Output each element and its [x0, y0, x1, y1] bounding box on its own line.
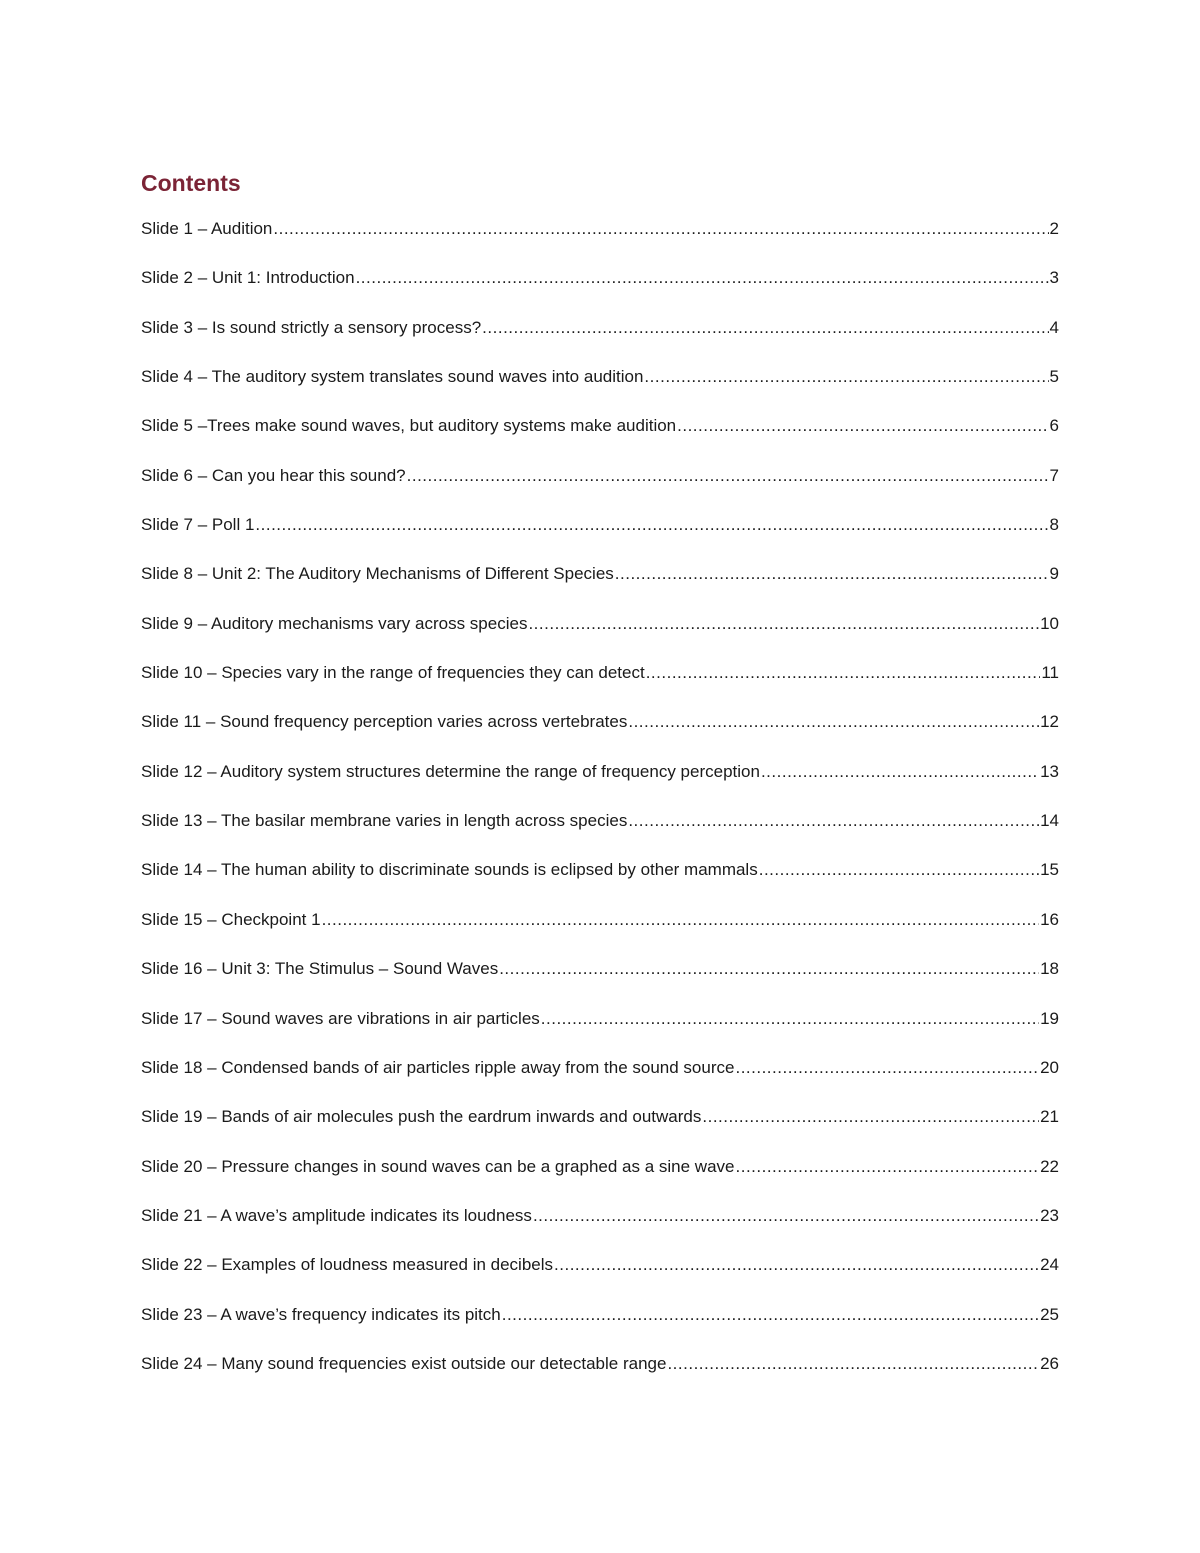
- toc-entry-page-number[interactable]: 6: [1049, 416, 1059, 436]
- toc-dot-leader: [255, 511, 1048, 539]
- toc-entry[interactable]: [141, 1251, 1059, 1300]
- toc-entry-page-number[interactable]: 5: [1049, 367, 1059, 387]
- toc-dot-leader: [615, 560, 1049, 588]
- toc-entry-title[interactable]: Slide 5 –Trees make sound waves, but auditory systems make audition: [141, 416, 677, 436]
- toc-entry[interactable]: [141, 1054, 1059, 1103]
- toc-entry-title[interactable]: Slide 10 – Species vary in the range of frequencies they can detect: [141, 663, 645, 683]
- toc-entry-title[interactable]: Slide 4 – The auditory system translates sound waves into audition: [141, 367, 644, 387]
- toc-entry[interactable]: [141, 610, 1059, 659]
- toc-dot-leader: [628, 708, 1039, 736]
- toc-entry[interactable]: [141, 363, 1059, 412]
- toc-entry-page-number[interactable]: 26: [1040, 1353, 1059, 1373]
- toc-entry[interactable]: [141, 906, 1059, 955]
- toc-dot-leader: [702, 1103, 1039, 1131]
- toc-entry-title[interactable]: Slide 13 – The basilar membrane varies in length across species: [141, 811, 628, 831]
- toc-entry-title[interactable]: Slide 12 – Auditory system structures determine the range of frequency perception: [141, 761, 760, 781]
- toc-entry-title[interactable]: Slide 1 – Audition: [141, 219, 273, 238]
- toc-dot-leader: [628, 807, 1039, 835]
- toc-entry-title[interactable]: Slide 18 – Condensed bands of air particles ripple away from the sound source: [141, 1057, 735, 1077]
- toc-dot-leader: [761, 758, 1039, 786]
- toc-entry-title[interactable]: Slide 24 – Many sound frequencies exist outside our detectable range: [141, 1353, 667, 1373]
- toc-entry[interactable]: [141, 560, 1059, 609]
- toc-entry-title[interactable]: Slide 7 – Poll 1: [141, 515, 255, 535]
- toc-dot-leader: [407, 462, 1049, 490]
- toc-entry-page-number[interactable]: 14: [1040, 811, 1059, 831]
- toc-entry-title[interactable]: Slide 6 – Can you hear this sound?: [141, 465, 406, 485]
- toc-dot-leader: [646, 659, 1041, 687]
- toc-entry-title[interactable]: Slide 14 – The human ability to discriminate sounds is eclipsed by other mammals: [141, 860, 758, 880]
- toc-entry[interactable]: [141, 659, 1059, 708]
- toc-entry[interactable]: [141, 1153, 1059, 1202]
- toc-dot-leader: [502, 1301, 1039, 1329]
- toc-entry-title[interactable]: Slide 2 – Unit 1: Introduction: [141, 268, 355, 288]
- toc-entry-page-number[interactable]: 10: [1040, 613, 1059, 633]
- toc-entry-page-number[interactable]: 15: [1040, 860, 1059, 880]
- toc-entry-page-number[interactable]: 16: [1040, 909, 1059, 929]
- toc-entry-page-number[interactable]: 2: [1049, 219, 1059, 238]
- toc-entry[interactable]: [141, 1005, 1059, 1054]
- toc-dot-leader: [677, 412, 1048, 440]
- toc-entry-page-number[interactable]: 9: [1049, 564, 1059, 584]
- toc-entry-page-number[interactable]: 8: [1049, 515, 1059, 535]
- toc-entry[interactable]: [141, 856, 1059, 905]
- toc-entry-title[interactable]: Slide 22 – Examples of loudness measured in decibels: [141, 1255, 554, 1275]
- toc-entry[interactable]: [141, 1301, 1059, 1350]
- toc-entry[interactable]: [141, 758, 1059, 807]
- toc-entry-page-number[interactable]: 13: [1040, 761, 1059, 781]
- toc-entry-page-number[interactable]: 4: [1049, 317, 1059, 337]
- toc-dot-leader: [499, 955, 1039, 983]
- toc-dot-leader: [735, 1054, 1039, 1082]
- toc-entry-title[interactable]: Slide 9 – Auditory mechanisms vary across species: [141, 613, 528, 633]
- toc-heading: Contents: [141, 170, 241, 196]
- toc-entry[interactable]: [141, 511, 1059, 560]
- toc-entry[interactable]: [141, 807, 1059, 856]
- toc-dot-leader: [667, 1350, 1039, 1378]
- toc-entry-page-number[interactable]: 25: [1040, 1304, 1059, 1324]
- toc-entry-page-number[interactable]: 18: [1040, 959, 1059, 979]
- toc-entry-title[interactable]: Slide 3 – Is sound strictly a sensory process?: [141, 317, 482, 337]
- toc-entry-page-number[interactable]: 3: [1049, 268, 1059, 288]
- toc-entry-title[interactable]: Slide 21 – A wave’s amplitude indicates its loudness: [141, 1205, 532, 1225]
- toc-entry[interactable]: [141, 1103, 1059, 1152]
- toc-entry-title[interactable]: Slide 16 – Unit 3: The Stimulus – Sound Waves: [141, 959, 499, 979]
- toc-entry-title[interactable]: Slide 15 – Checkpoint 1: [141, 909, 321, 929]
- toc-dot-leader: [533, 1202, 1039, 1230]
- toc-entry-title[interactable]: Slide 19 – Bands of air molecules push the eardrum inwards and outwards: [141, 1107, 702, 1127]
- toc-entry-title[interactable]: Slide 11 – Sound frequency perception varies across vertebrates: [141, 712, 628, 732]
- toc-entry[interactable]: [141, 1350, 1059, 1399]
- table-of-contents: [141, 215, 1059, 1399]
- toc-entry-page-number[interactable]: 23: [1040, 1205, 1059, 1225]
- toc-entry-page-number[interactable]: 20: [1040, 1057, 1059, 1077]
- toc-dot-leader: [356, 264, 1049, 292]
- toc-entry-title[interactable]: Slide 20 – Pressure changes in sound waves can be a graphed as a sine wave: [141, 1156, 735, 1176]
- toc-dot-leader: [736, 1153, 1040, 1181]
- toc-entry-page-number[interactable]: 21: [1040, 1107, 1059, 1127]
- toc-dot-leader: [273, 215, 1048, 243]
- toc-entry-page-number[interactable]: 24: [1040, 1255, 1059, 1275]
- toc-entry[interactable]: [141, 955, 1059, 1004]
- toc-entry-page-number[interactable]: 11: [1041, 663, 1059, 683]
- toc-dot-leader: [759, 856, 1039, 884]
- toc-entry[interactable]: [141, 215, 1059, 264]
- toc-entry-page-number[interactable]: 12: [1040, 712, 1059, 732]
- toc-entry[interactable]: [141, 462, 1059, 511]
- toc-entry-title[interactable]: Slide 23 – A wave’s frequency indicates its pitch: [141, 1304, 501, 1324]
- toc-dot-leader: [322, 906, 1040, 934]
- toc-dot-leader: [482, 314, 1048, 342]
- toc-entry-title[interactable]: Slide 17 – Sound waves are vibrations in air particles: [141, 1008, 540, 1028]
- toc-entry[interactable]: [141, 412, 1059, 461]
- toc-entry-page-number[interactable]: 22: [1040, 1156, 1059, 1176]
- toc-entry[interactable]: [141, 708, 1059, 757]
- toc-entry[interactable]: [141, 264, 1059, 313]
- toc-entry-page-number[interactable]: 7: [1049, 465, 1059, 485]
- toc-entry[interactable]: [141, 314, 1059, 363]
- toc-dot-leader: [528, 610, 1039, 638]
- toc-entry[interactable]: [141, 1202, 1059, 1251]
- toc-dot-leader: [644, 363, 1048, 391]
- toc-dot-leader: [554, 1251, 1039, 1279]
- toc-entry-title[interactable]: Slide 8 – Unit 2: The Auditory Mechanisms of Different Species: [141, 564, 614, 584]
- toc-entry-page-number[interactable]: 19: [1040, 1008, 1059, 1028]
- toc-dot-leader: [541, 1005, 1039, 1033]
